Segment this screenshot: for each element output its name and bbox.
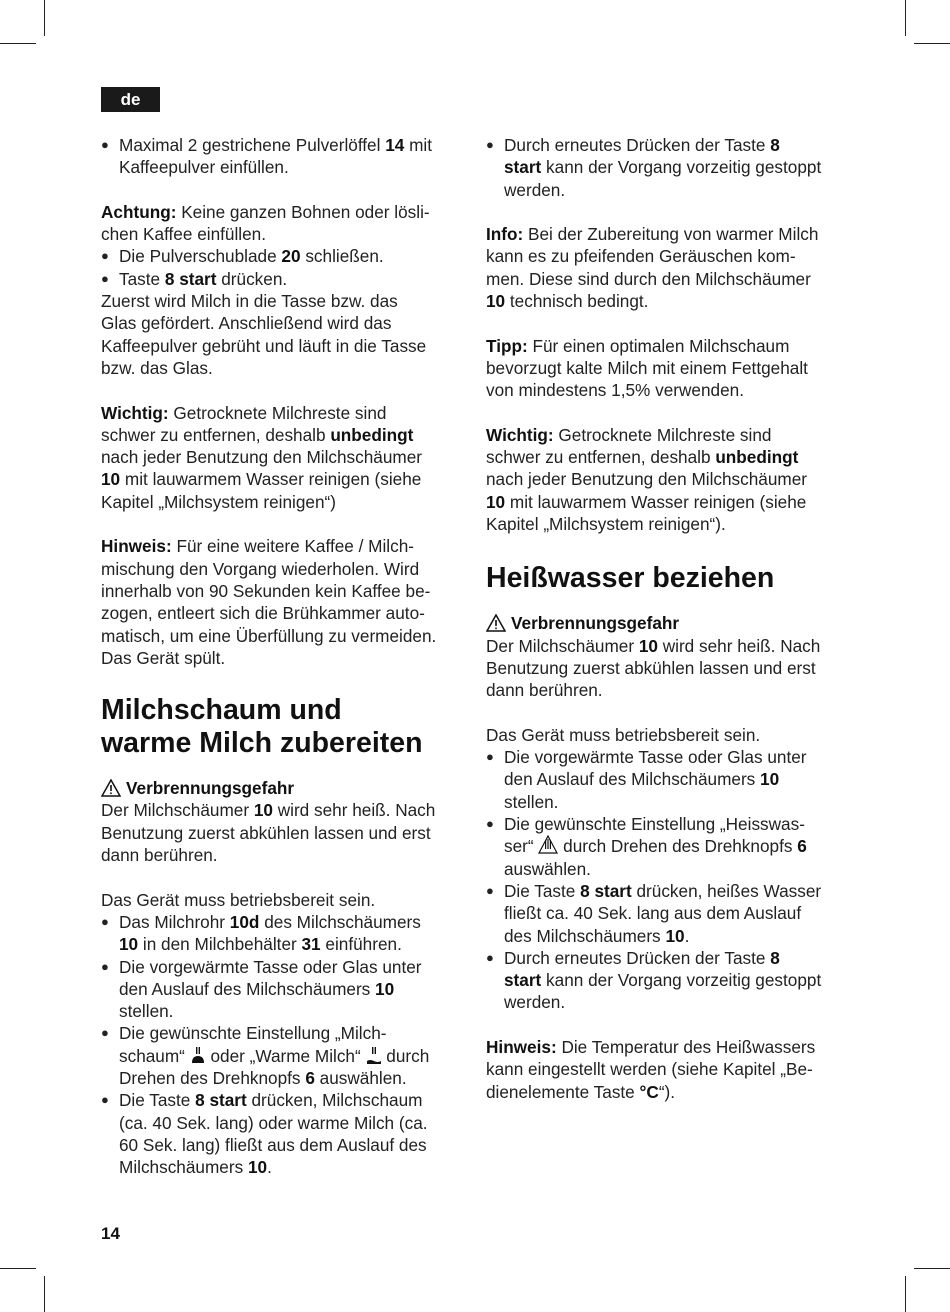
crop-mark: [0, 43, 36, 44]
wichtig-note: Wichtig: Getrocknete Milchreste sind schwer zu entfernen, deshalb unbedingt nach jeder Benutzung den Milchschäumer 10 mit lauwarmem Wasser reinigen (siehe Kapitel „Milchsystem reinigen“): [101, 402, 423, 512]
warning-text: Der Milchschäumer 10 wird sehr heiß. Nach Benutzung zuerst abkühlen lassen und erst dann berühren.: [486, 635, 821, 701]
warm-milk-icon: [366, 1047, 382, 1065]
milk-foam-icon: [190, 1047, 206, 1065]
list-item: ● Taste 8 start drücken.: [101, 268, 466, 290]
ref-number: 14: [385, 135, 405, 155]
crop-mark: [44, 1276, 45, 1312]
section-heading: Heißwasser beziehen: [486, 562, 775, 595]
list-item: ● Die Taste 8 start drücken, Milchschaum (ca. 40 Sek. lang) oder warme Milch (ca. 60 Sek. lang) fließt aus dem Auslauf des Milchschäumers 10.: [101, 1089, 466, 1178]
list-item: ● Die gewünschte Einstellung „Milch- schaum“ oder „Warme Milch“ durch Drehen des Drehknopfs 6 auswählen.: [101, 1022, 466, 1089]
crop-mark: [905, 0, 906, 36]
hot-water-icon: [538, 835, 558, 855]
list-item: ● Die vorgewärmte Tasse oder Glas unter den Auslauf des Milchschäumers 10 stellen.: [486, 746, 851, 813]
list-item: ● Das Milchrohr 10d des Milchschäumers 10 in den Milchbehälter 31 einführen.: [101, 911, 466, 956]
warning-title: Verbrennungsgefahr: [486, 612, 851, 634]
list-item: ● Die Taste 8 start drücken, heißes Wasser fließt ca. 40 Sek. lang aus dem Auslauf des Milchschäumers 10.: [486, 880, 851, 947]
section-heading: Milchschaum und warme Milch zubereiten: [101, 694, 423, 760]
list-item: [101, 134, 466, 179]
paragraph: Zuerst wird Milch in die Tasse bzw. das Glas gefördert. Anschließend wird das Kaffeepulver gebrüht und läuft in die Tasse bzw. das Glas.: [101, 291, 427, 378]
hinweis-note: Hinweis: Die Temperatur des Heißwassers kann eingestellt werden (siehe Kapitel „Be- dienelemente Taste °C“).: [486, 1036, 816, 1102]
crop-mark: [905, 1276, 906, 1312]
paragraph: Das Gerät muss betriebsbereit sein.: [101, 889, 376, 910]
list-item: ● Durch erneutes Drücken der Taste 8 start kann der Vorgang vorzeitig gestoppt werden.: [486, 947, 851, 1014]
crop-mark: [914, 1268, 950, 1269]
text: Keine ganzen Bohnen oder lösli-: [176, 201, 430, 222]
page-number: 14: [101, 1224, 120, 1243]
wichtig-note: Wichtig: Getrocknete Milchreste sind schwer zu entfernen, deshalb unbedingt nach jeder Benutzung den Milchschäumer 10 mit lauwarmem Wasser reinigen (siehe Kapitel „Milchsystem reinigen“).: [486, 424, 808, 535]
text: mit: [404, 135, 433, 155]
list-item: ● Durch erneutes Drücken der Taste 8 start kann der Vorgang vorzeitig gestoppt werden.: [486, 134, 851, 201]
crop-mark: [0, 1268, 36, 1269]
language-tab: de: [101, 87, 160, 112]
achtung-note: [101, 201, 466, 246]
text: Kaffeepulver einfüllen.: [119, 157, 289, 178]
crop-mark: [44, 0, 45, 36]
list-item: ● Die Pulverschublade 20 schließen.: [101, 245, 466, 267]
right-column: [486, 134, 851, 1103]
text: Maximal 2 gestrichene Pulverlöffel: [119, 135, 386, 155]
crop-mark: [914, 43, 950, 44]
paragraph: Das Gerät muss betriebsbereit sein.: [486, 724, 761, 745]
warning-title: Verbrennungsgefahr: [101, 777, 466, 799]
left-column: [101, 134, 466, 1178]
text: chen Kaffee einfüllen.: [101, 224, 267, 245]
warning-text: Der Milchschäumer 10 wird sehr heiß. Nach Benutzung zuerst abkühlen lassen und erst dann berühren.: [101, 800, 436, 866]
list-item: ● Die gewünschte Einstellung „Heisswas- ser“ durch Drehen des Drehknopfs 6 auswählen.: [486, 813, 851, 880]
warning-icon: [486, 614, 506, 632]
info-note: Info: Bei der Zubereitung von warmer Milch kann es zu pfeifenden Geräuschen kom- men. Diese sind durch den Milchschäumer 10 technisch bedingt.: [486, 224, 819, 312]
hinweis-note: Hinweis: Für eine weitere Kaffee / Milch- mischung den Vorgang wiederholen. Wird innerhalb von 90 Sekunden kein Kaffee be- zogen, entleert sich die Brühkammer auto- matisch, um eine Überfüllung zu vermeiden. Das Gerät spült.: [101, 536, 437, 668]
tipp-note: Tipp: Für einen optimalen Milchschaum bevorzugt kalte Milch mit einem Fettgehalt von mindestens 1,5% verwenden.: [486, 335, 808, 401]
warning-icon: [101, 779, 121, 797]
note-label: Achtung:: [101, 201, 177, 222]
list-item: ● Die vorgewärmte Tasse oder Glas unter den Auslauf des Milchschäumers 10 stellen.: [101, 956, 466, 1023]
